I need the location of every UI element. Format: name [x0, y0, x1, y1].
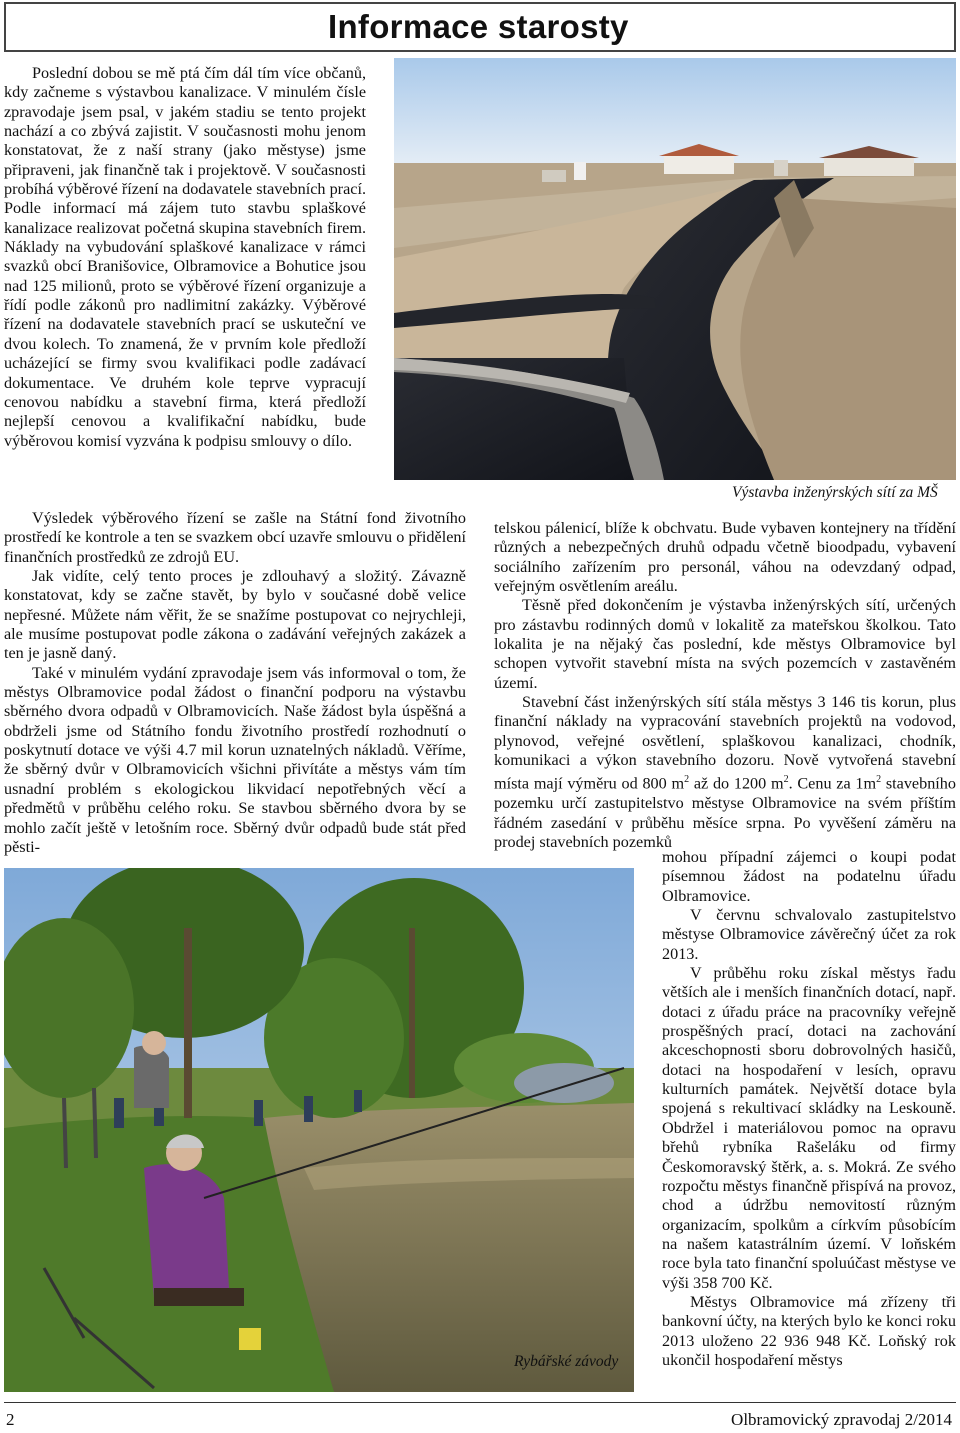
paragraph-final-account: V červnu schvalovalo zastupitelstvo městyse Olbramovice závěrečný účet za rok 2013.	[662, 906, 956, 963]
paragraph-applications: mohou případní zájemci o koupi podat písemnou žádost na podatelnu úřadu Olbramovice.	[662, 848, 956, 905]
article-col1-lower	[4, 509, 466, 857]
paragraph-process: Jak vidíte, celý tento proces je zdlouhavý a složitý. Závazně konstatovat, kdy se začne stavět, by bylo v současné době velice nepřesné. Můžete nám věřit, že se snažíme postupovat co nejrychleji, ale musíme postupovat podle zákona o zadávání veřejných zakázek a ten je jasně daný.	[4, 567, 466, 663]
issue-name: Olbramovický zpravodaj 2/2014	[731, 1410, 952, 1429]
paragraph-costs: Stavební část inženýrských sítí stála městys 3 146 tis korun, plus finanční náklady na vypracování stavebních projektů na vodovod, plynovod, veřejné osvětlení, splaškovou kanalizaci, chodník, komunikaci a výkon stavebního dozoru. Nově vytvořená stavební místa mají výměru od 800 $m^2$ až do 1200 $m^2$. Cenu za $1m^2$ stavebního pozemku určí zastupitelstvo městyse Olbramovice na svém příštím řádném zasedání v průběhu měsíce srpna. Po vyvěšení záměru na prodej stavebních pozemků	[494, 693, 956, 851]
photo-fishing-contest	[4, 868, 634, 1392]
paragraph-intro: Poslední dobou se mě ptá čím dál tím více občanů, kdy začneme s výstavbou kanalizace. V minulém čísle zpravodaje jsem psal, v jakém stadiu se tento projekt nachází a co zbývá zajistit. V současnosti mohu jenom konstatovat, že z naší strany (jako městyse) jsme připraveni, jak finančně tak i projektově. V současnosti probíhá výběrové řízení na dodavatele stavebních prací. Podle informací má zájem tuto stavbu splaškové kanalizace realizovat početná skupina stavebních firem. Náklady na vybudování splaškové kanalizace v rámci svazků obcí Branišovice, Olbramovice a Bohutice jsou nad 125 milionů, proto se výběrové řízení organizuje a řídí podle zákonů pro nadlimitní zakázky. Výběrové řízení na dodavatele stavebních prací se uskuteční ve dvou kolech. To znamená, že v prvním kole předloží ucházející se firmy svou kvalifikaci podle zadávací dokumentace. Ve druhém kole teprve vypracují cenovou nabídku a stavební firma, která předloží nejlepší cenovou a kvalifikační nabídku, bude výběrovou komisí vyzvána k podpisu smlouvy o dílo.	[4, 64, 366, 450]
article-col1-upper	[4, 64, 366, 451]
page-title: Informace starosty	[328, 8, 629, 45]
fishing-contest-image	[4, 868, 634, 1392]
article-col2	[494, 519, 956, 852]
caption-road-construction: Výstavba inženýrských sítí za MŠ	[732, 484, 938, 501]
page-number: 2	[6, 1410, 15, 1429]
footer-divider	[4, 1402, 956, 1403]
paragraph-infrastructure: Těsně před dokončením je výstavba inženýrských sítí, určených pro zástavbu rodinných domů v lokalitě za mateřskou školkou. Tato lokalita je na nějaký čas poslední, kde městys Olbramovice byl schopen vytvořit stavební místa na svých pozemcích v zastavěném území.	[494, 596, 956, 692]
photo-road-construction	[394, 58, 956, 480]
header-banner	[4, 2, 956, 52]
article-col3	[662, 848, 956, 1370]
paragraph-yard-equipment: telskou pálenicí, blíže k obchvatu. Bude vybaven kontejnery na třídění různých a nebezpečných druhů odpadu včetně bioodpadu, vybavení sociálního zařízením pro personál, váhou na odevzdaný odpad, veřejným osvětlením areálu.	[494, 519, 956, 596]
road-construction-image	[394, 58, 956, 480]
paragraph-tender-result: Výsledek výběrového řízení se zašle na Státní fond životního prostředí ke kontrole a ten se svazkem obcí uzavře smlouvu o přidělení finančních prostředků ze zdrojů EU.	[4, 509, 466, 566]
paragraph-subsidies: V průběhu roku získal městys řadu větších ale i menších finančních dotací, např. dotaci z úřadu práce na pracovníky veřejně prospěšných prací, dotaci na zachování akceschopnosti sboru dobrovolných hasičů, dotaci na hospodaření v lesích, opravu kulturních památek. Největší dotace byla spojená s rekultivací skládky na Leskouně. Obdržel i materiálovou pomoc na opravu břehů rybníka Rašeláku od firmy Českomoravský štěrk, a. s. Mokrá. Ze svého rozpočtu městys finančně přispívá na provoz, chod a údržbu nemovitostí různým organizacím, spolkům a církvím působícím na našem katastrálním území. V loňském roce byla tato finanční spoluúčast městyse ve výši 358 700 Kč.	[662, 964, 956, 1292]
caption-fishing-contest: Rybářské závody	[514, 1353, 619, 1370]
paragraph-bank-accounts: Městys Olbramovice má zřízeny tři bankovní účty, na kterých bylo ke konci roku 2013 uloženo 22 936 948 Kč. Loňský rok ukončil hospodaření městys	[662, 1292, 956, 1369]
paragraph-collection-yard: Také v minulém vydání zpravodaje jsem vás informoval o tom, že městys Olbramovice podal žádost o finanční podporu na výstavbu sběrného dvora odpadů v Olbramovicích. Naše žádost byla úspěšná a obdrželi jsme od Státního fondu životního prostředí rozhodnutí o poskytnutí dotace ve výši 4.7 mil korun uznatelných nákladů. Věříme, že sběrný dvůr v Olbramovicích všichni přivítáte a městys vám tím usnadní problém s ekologickou likvidací nepotřebných věcí a předmětů v průběhu celého roku. Se stavbou sběrného dvora by se mohlo začít ještě v letošním roce. Sběrný dvůr odpadů bude stát před pěsti-	[4, 663, 466, 856]
